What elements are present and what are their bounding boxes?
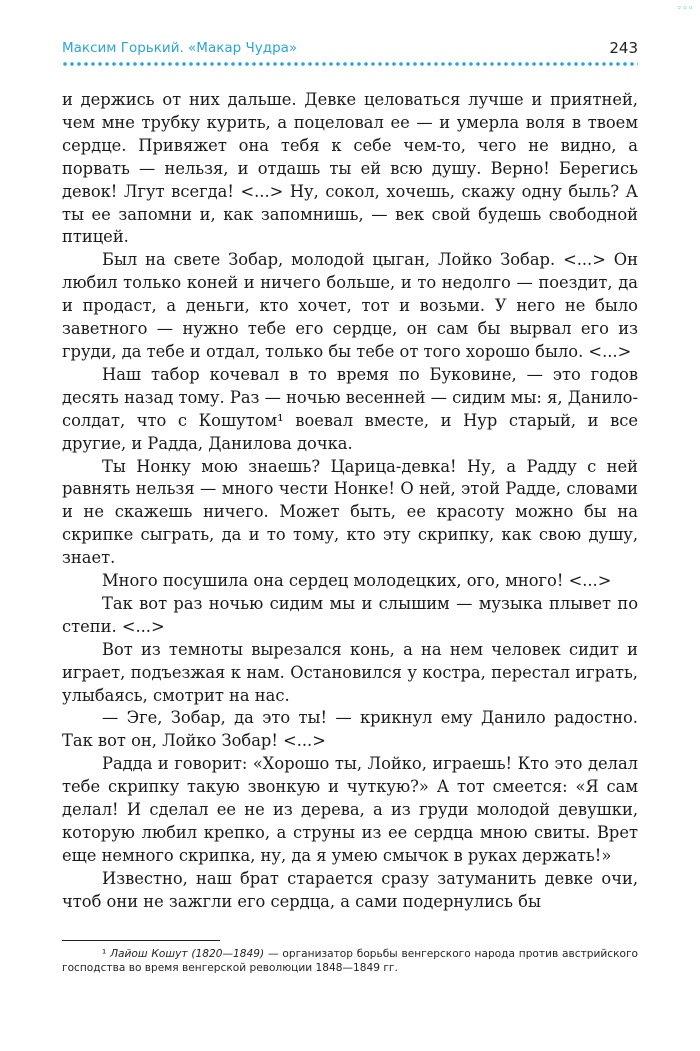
- footnote-dates: (1820—1849): [191, 948, 265, 960]
- header-dotted-ornament: [62, 61, 638, 69]
- running-head: [62, 40, 638, 60]
- footnote-marker: ¹: [102, 948, 107, 960]
- paragraph: Наш табор кочевал в то время по Буковине, — это годов десять назад тому. Раз — ночью весенней — сидим мы: я, Данило-солдат, что с Кошутом¹ воевал вместе, и Нур старый, и все другие, и Радда, Данилова дочка.: [62, 364, 638, 453]
- paragraph: — Эге, Зобар, да это ты! — крикнул ему Данило радостно. Так вот он, Лойко Зобар! <...>: [62, 708, 638, 751]
- paragraph: Ты Нонку мою знаешь? Царица-девка! Ну, а Радду с ней равнять нельзя — много чести Нонке! О ней, этой Радде, словами и не скажешь ничего. Может быть, ее красоту можно бы на скрипке сыграть, да и то тому, кто эту скрипку, как свою душу, знает.: [62, 456, 638, 568]
- footnote: [62, 947, 638, 975]
- paragraph: Радда и говорит: «Хорошо ты, Лойко, играешь! Кто это делал тебе скрипку такую звонкую и чуткую?» А тот смеется: «Я сам делал! И сделал ее не из дерева, а из груди молодой девушки, которую любил крепко, а струны из ее сердца мною свиты. Врет еще немного скрипка, ну, да я умею смычок в руках держать!»: [62, 754, 638, 865]
- footnote-name: Лайош Кошут: [110, 948, 188, 960]
- running-title: Максим Горький. «Макар Чудра»: [62, 40, 298, 56]
- paragraph: Известно, наш брат старается сразу затуманить девке очи, чтоб они не зажгли его сердца, а сами подернулись бы: [62, 868, 638, 911]
- paragraph: и держись от них дальше. Девке целоваться лучше и приятней, чем мне трубку курить, а поцеловал ее — и умерла воля в твоем сердце. Привяжет она тебя к себе чем-то, чего не видно, а порвать — нельзя, и отдашь ты ей всю душу. Верно! Берегись девок! Лгут всегда! <...> Ну, сокол, хочешь, скажу одну быль? А ты ее запомни и, как запомнишь, — век свой будешь свободной птицей.: [62, 90, 638, 247]
- paragraph: Был на свете Зобар, молодой цыган, Лойко Зобар. <...> Он любил только коней и ничего больше, и то недолго — поездит, да и продаст, а деньги, кто хочет, тот и возьми. У него не было заветного — нужно тебе его сердце, он сам бы вырвал его из груди, да тебе и отдал, только бы тебе от того хорошо было. <...>: [62, 250, 638, 361]
- body-text: [62, 89, 638, 914]
- page-number: 243: [609, 39, 638, 57]
- footnote-divider: [62, 940, 220, 941]
- paragraph: Вот из темноты вырезался конь, а на нем человек сидит и играет, подъезжая к нам. Остановился у костра, перестал играть, улыбаясь, смотрит на нас.: [62, 639, 638, 705]
- corner-ornament: ◦◦◦: [676, 4, 694, 14]
- footnote-text: — организатор борьбы венгерского народа против австрийского господства во время венгерской революции 1848—1849 гг.: [62, 948, 639, 974]
- paragraph: Много посушила она сердец молодецких, ого, много! <...>: [102, 571, 612, 591]
- paragraph: Так вот раз ночью сидим мы и слышим — музыка плывет по степи. <...>: [62, 593, 638, 636]
